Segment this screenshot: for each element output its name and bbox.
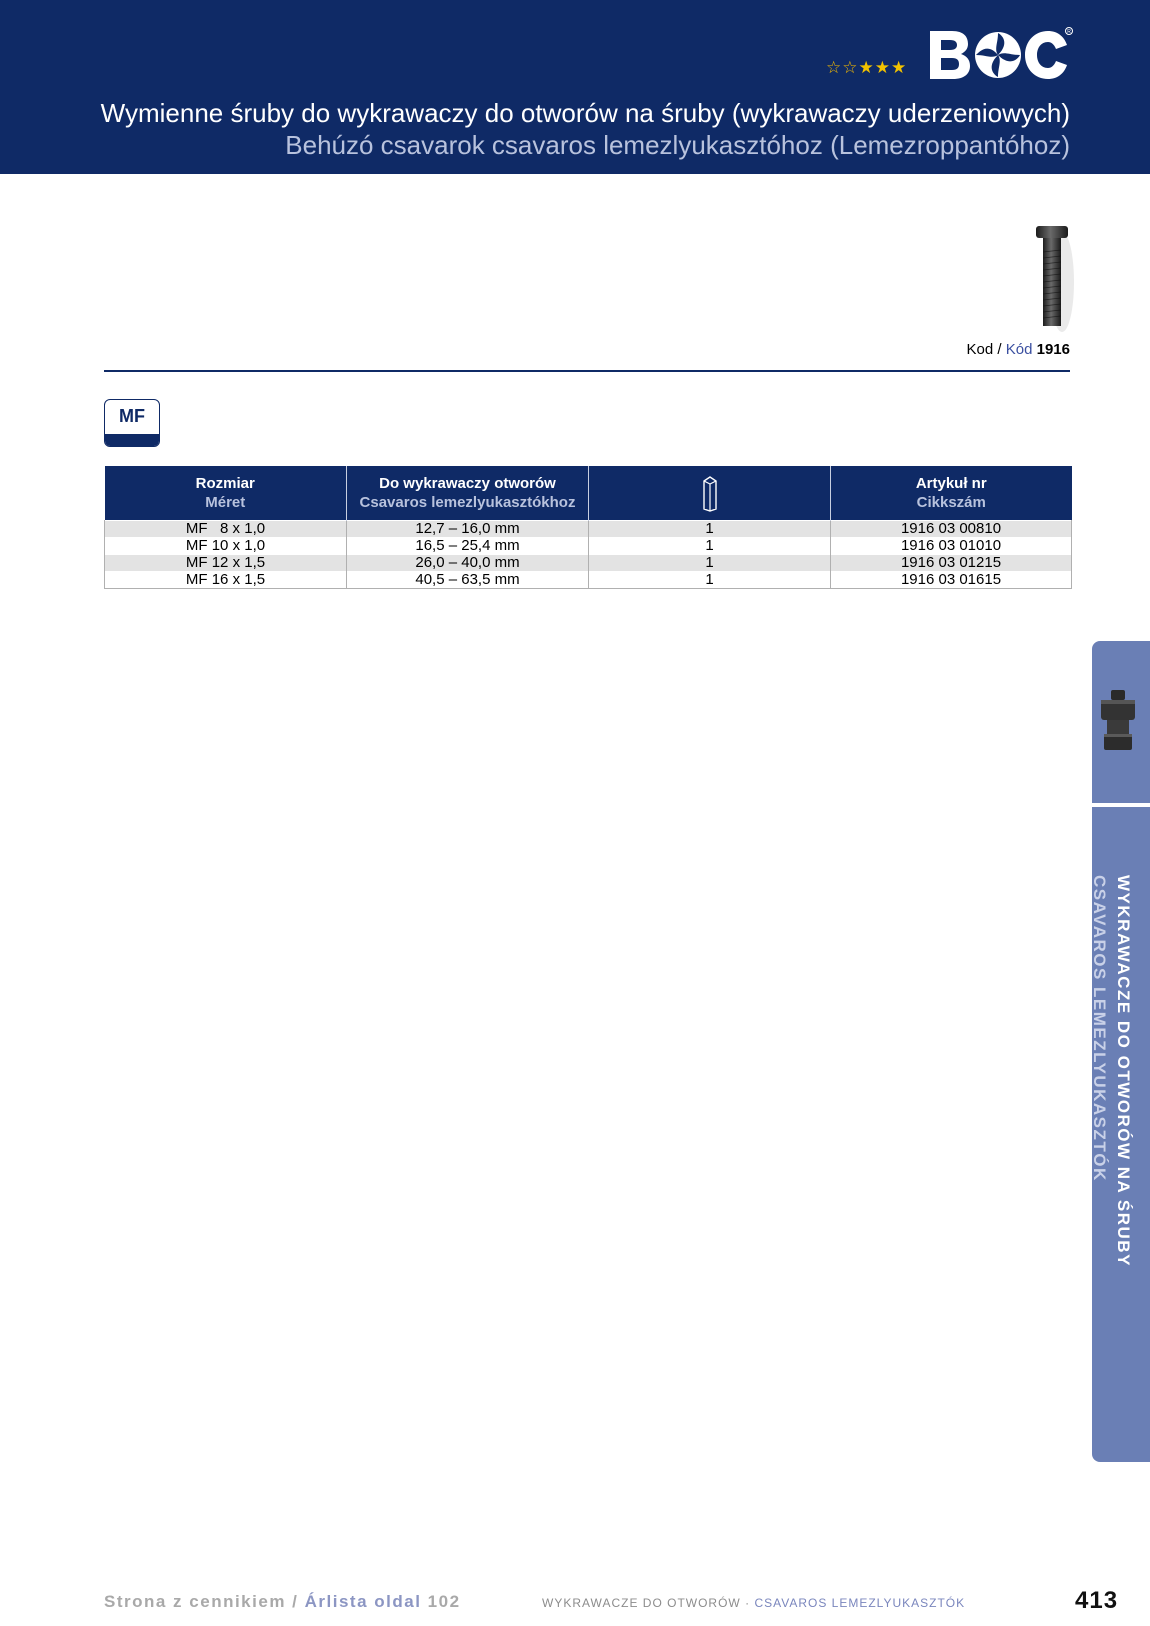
cell-quantity: 1	[589, 572, 831, 589]
cell-article: 1916 03 00810	[831, 521, 1072, 538]
cell-article: 1916 03 01615	[831, 572, 1072, 589]
footer-pricelist-hu: Árlista oldal	[304, 1592, 422, 1611]
product-table	[104, 466, 1072, 589]
header-range-hu: Csavaros lemezlyukasztókhoz	[359, 494, 576, 511]
title-polish: Wymienne śruby do wykrawaczy do otworów na śruby (wykrawaczy uderzeniowych)	[100, 98, 1070, 128]
header-article-pl: Artykuł nr	[915, 475, 987, 492]
punch-tool-icon	[1095, 690, 1141, 754]
code-separator: /	[993, 341, 1006, 358]
svg-text:R: R	[1067, 29, 1071, 35]
thread-type-badge	[104, 399, 160, 447]
header-quantity	[589, 466, 831, 521]
badge-bar	[105, 434, 159, 446]
header-article	[831, 466, 1072, 521]
section-divider	[104, 370, 1070, 372]
footer-pricelist-pl: Strona z cennikiem /	[104, 1592, 299, 1611]
rating-stars	[826, 58, 907, 78]
cell-range: 12,7 – 16,0 mm	[347, 521, 589, 538]
page-header	[0, 0, 1150, 174]
cell-size: MF 16 x 1,5	[105, 572, 347, 589]
code-label-hungarian: Kód	[1005, 341, 1033, 358]
table-header-row	[105, 466, 1072, 521]
code-value: 1916	[1036, 341, 1070, 358]
footer-section-hu: CSAVAROS LEMEZLYUKASZTÓK	[754, 1596, 966, 1610]
header-range	[347, 466, 589, 521]
cell-quantity: 1	[589, 555, 831, 572]
cell-size: MF 12 x 1,5	[105, 555, 347, 572]
product-code	[967, 341, 1070, 358]
footer-pricelist-page: 102	[427, 1592, 461, 1611]
footer-pricelist	[104, 1592, 461, 1612]
table-row	[105, 521, 1072, 538]
footer-section-pl: WYKRAWACZE DO OTWORÓW ·	[542, 1596, 751, 1610]
cell-article: 1916 03 01010	[831, 538, 1072, 555]
cell-quantity: 1	[589, 521, 831, 538]
side-tab-text-polish: WYKRAWACZE DO OTWORÓW NA ŚRUBY	[1114, 875, 1133, 1267]
header-range-pl: Do wykrawaczy otworów	[379, 475, 556, 492]
header-size-hu: Méret	[205, 494, 246, 511]
cell-size: MF 10 x 1,0	[105, 538, 347, 555]
badge-label: MF	[119, 406, 145, 426]
code-label-polish: Kod	[966, 341, 994, 358]
cell-size: MF 8 x 1,0	[105, 521, 347, 538]
table-row	[105, 538, 1072, 555]
star-filled-icon: ★★★	[858, 58, 908, 77]
side-tab-label	[1090, 875, 1135, 1395]
table-row	[105, 555, 1072, 572]
package-quantity-icon	[701, 473, 719, 513]
header-article-hu: Cikkszám	[916, 494, 986, 511]
screw-product-image	[1032, 222, 1078, 332]
header-size	[105, 466, 347, 521]
side-tab-text-hungarian: CSAVAROS LEMEZLYUKASZTÓK	[1090, 875, 1109, 1182]
footer-section	[542, 1596, 965, 1610]
cell-range: 26,0 – 40,0 mm	[347, 555, 589, 572]
cell-article: 1916 03 01215	[831, 555, 1072, 572]
cell-range: 40,5 – 63,5 mm	[347, 572, 589, 589]
title-hungarian: Behúzó csavarok csavaros lemezlyukasztóhoz (Lemezroppantóhoz)	[285, 130, 1070, 160]
boc-logo	[928, 25, 1073, 83]
table-row	[105, 572, 1072, 589]
cell-range: 16,5 – 25,4 mm	[347, 538, 589, 555]
star-empty-icon: ☆☆	[826, 58, 859, 77]
header-size-pl: Rozmiar	[195, 475, 255, 492]
page-number: 413	[1075, 1587, 1119, 1614]
cell-quantity: 1	[589, 538, 831, 555]
